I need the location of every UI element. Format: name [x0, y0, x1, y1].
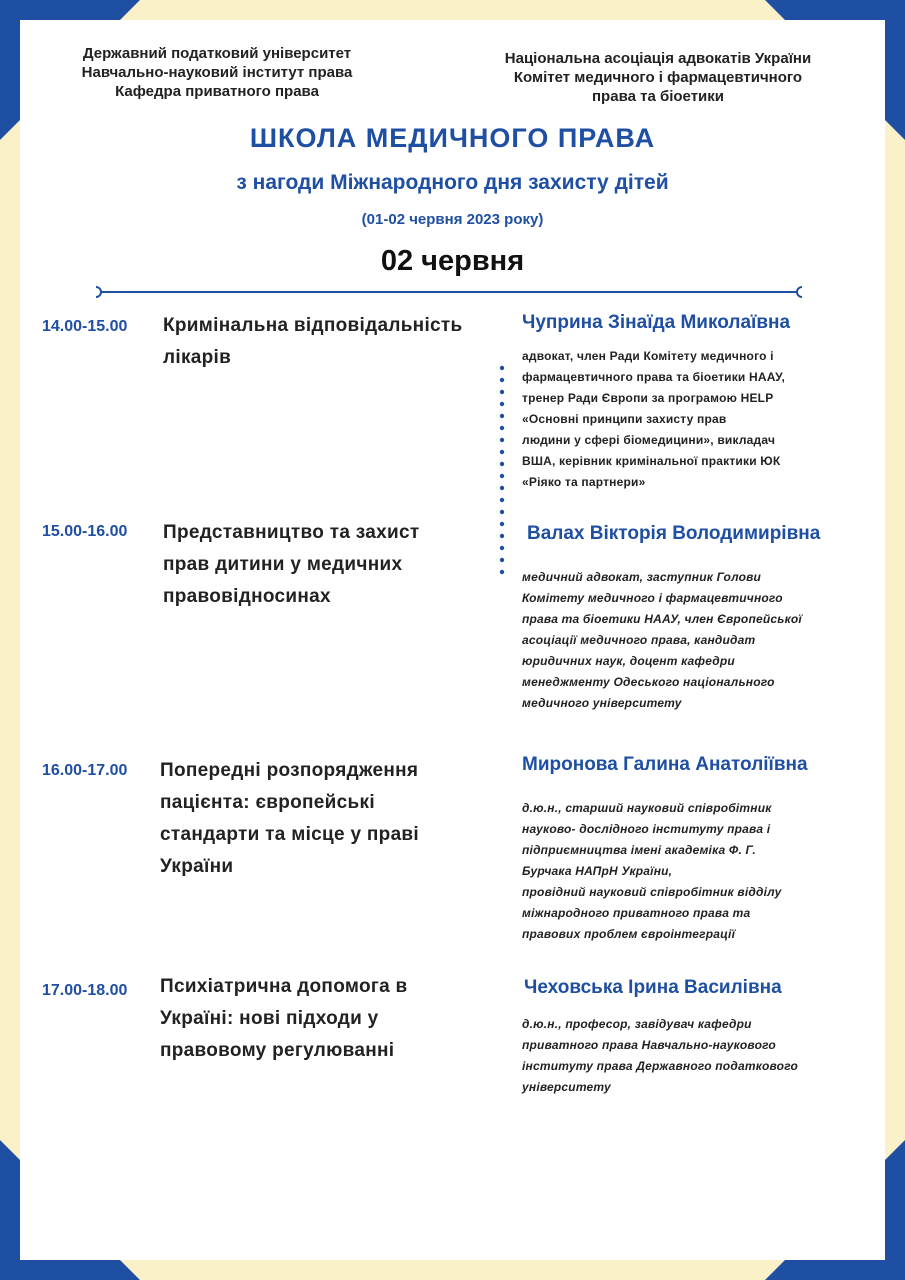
desc-line: медичний адвокат, заступник Голови [522, 570, 762, 584]
desc-line: «Основні принципи захисту прав [522, 412, 727, 426]
speaker-description [522, 1014, 798, 1098]
event-dates: (01-02 червня 2023 року) [361, 211, 544, 228]
session-time: 14.00-15.00 [42, 318, 128, 335]
topic-line: правовідносинах [163, 586, 331, 607]
desc-line: Комітету медичного і фармацевтичного [522, 591, 783, 605]
left-org-line: Державний податковий університет [82, 45, 352, 62]
desc-line: інституту права Державного податкового [522, 1059, 799, 1073]
dotted-separator [499, 365, 505, 580]
right-organization [478, 49, 838, 106]
speaker-description [522, 346, 785, 493]
left-org-line: Навчально-науковий інститут права [81, 64, 353, 81]
desc-line: тренер Ради Європи за програмою HELP [522, 391, 774, 405]
session-time: 16.00-17.00 [42, 762, 128, 779]
divider-line [92, 284, 806, 300]
desc-line: адвокат, член Ради Комітету медичного і [522, 349, 774, 363]
desc-line: «Ріяко та партнери» [522, 475, 646, 489]
desc-line: підприємництва імені академіка Ф. Г. [522, 843, 756, 857]
session-topic [163, 517, 419, 613]
session-topic [160, 971, 408, 1067]
subtitle: з нагоди Міжнародного дня захисту дітей [236, 171, 669, 194]
desc-line: провідний науковий співробітник відділу [522, 885, 782, 899]
speaker-description [522, 798, 782, 945]
desc-line: менеджменту Одеського національного [522, 675, 775, 689]
desc-line: правових проблем євроінтеграції [522, 927, 736, 941]
desc-line: асоціації медичного права, кандидат [522, 633, 756, 647]
left-organization [52, 44, 382, 101]
topic-line: Кримінальна відповідальність [163, 315, 463, 336]
speaker-description [522, 567, 802, 714]
right-org-line: Комітет медичного і фармацевтичного [513, 69, 803, 86]
desc-line: медичного університету [522, 696, 682, 710]
desc-line: права та біоетики НААУ, член Європейської [522, 612, 802, 626]
topic-line: Представництво та захист [163, 522, 420, 543]
desc-line: міжнародного приватного права та [522, 906, 751, 920]
session-topic [163, 310, 462, 374]
topic-line: правовому регулюванні [160, 1040, 395, 1061]
desc-line: фармацевтичного права та біоетики НААУ, [522, 370, 786, 384]
desc-line: д.ю.н., професор, завідувач кафедри [522, 1017, 752, 1031]
desc-line: юридичних наук, доцент кафедри [522, 654, 735, 668]
topic-line: прав дитини у медичних [163, 554, 403, 575]
right-org-line: Національна асоціація адвокатів України [504, 50, 812, 67]
topic-line: України [160, 856, 234, 877]
topic-line: Психіатрична допомога в [160, 976, 408, 997]
desc-line: Бурчака НАПрН України, [522, 864, 673, 878]
desc-line: людини у сфері біомедицини», викладач [522, 433, 776, 447]
session-topic [160, 755, 419, 883]
topic-line: лікарів [163, 347, 232, 368]
desc-line: д.ю.н., старший науковий співробітник [522, 801, 772, 815]
session-time: 15.00-16.00 [42, 523, 128, 540]
desc-line: науково- дослідного інституту права і [522, 822, 771, 836]
speaker-name: Миронова Галина Анатоліївна [522, 754, 808, 775]
speaker-name: Чеховська Ірина Василівна [524, 977, 782, 998]
speaker-name: Чуприна Зінаїда Миколаївна [522, 312, 791, 333]
day-heading: 02 червня [380, 245, 525, 277]
desc-line: приватного права Навчально-наукового [522, 1038, 776, 1052]
desc-line: університету [522, 1080, 611, 1094]
right-org-line: права та біоетики [592, 88, 724, 105]
speaker-name: Валах Вікторія Володимирівна [527, 523, 821, 544]
session-time: 17.00-18.00 [42, 982, 128, 999]
topic-line: стандарти та місце у праві [160, 824, 419, 845]
desc-line: ВША, керівник кримінальної практики ЮК [522, 454, 781, 468]
topic-line: Попередні розпорядження [160, 760, 419, 781]
left-org-line: Кафедра приватного права [115, 83, 319, 100]
topic-line: Україні: нові підходи у [160, 1008, 379, 1029]
main-title: ШКОЛА МЕДИЧНОГО ПРАВА [249, 123, 656, 153]
topic-line: пацієнта: європейські [160, 792, 375, 813]
